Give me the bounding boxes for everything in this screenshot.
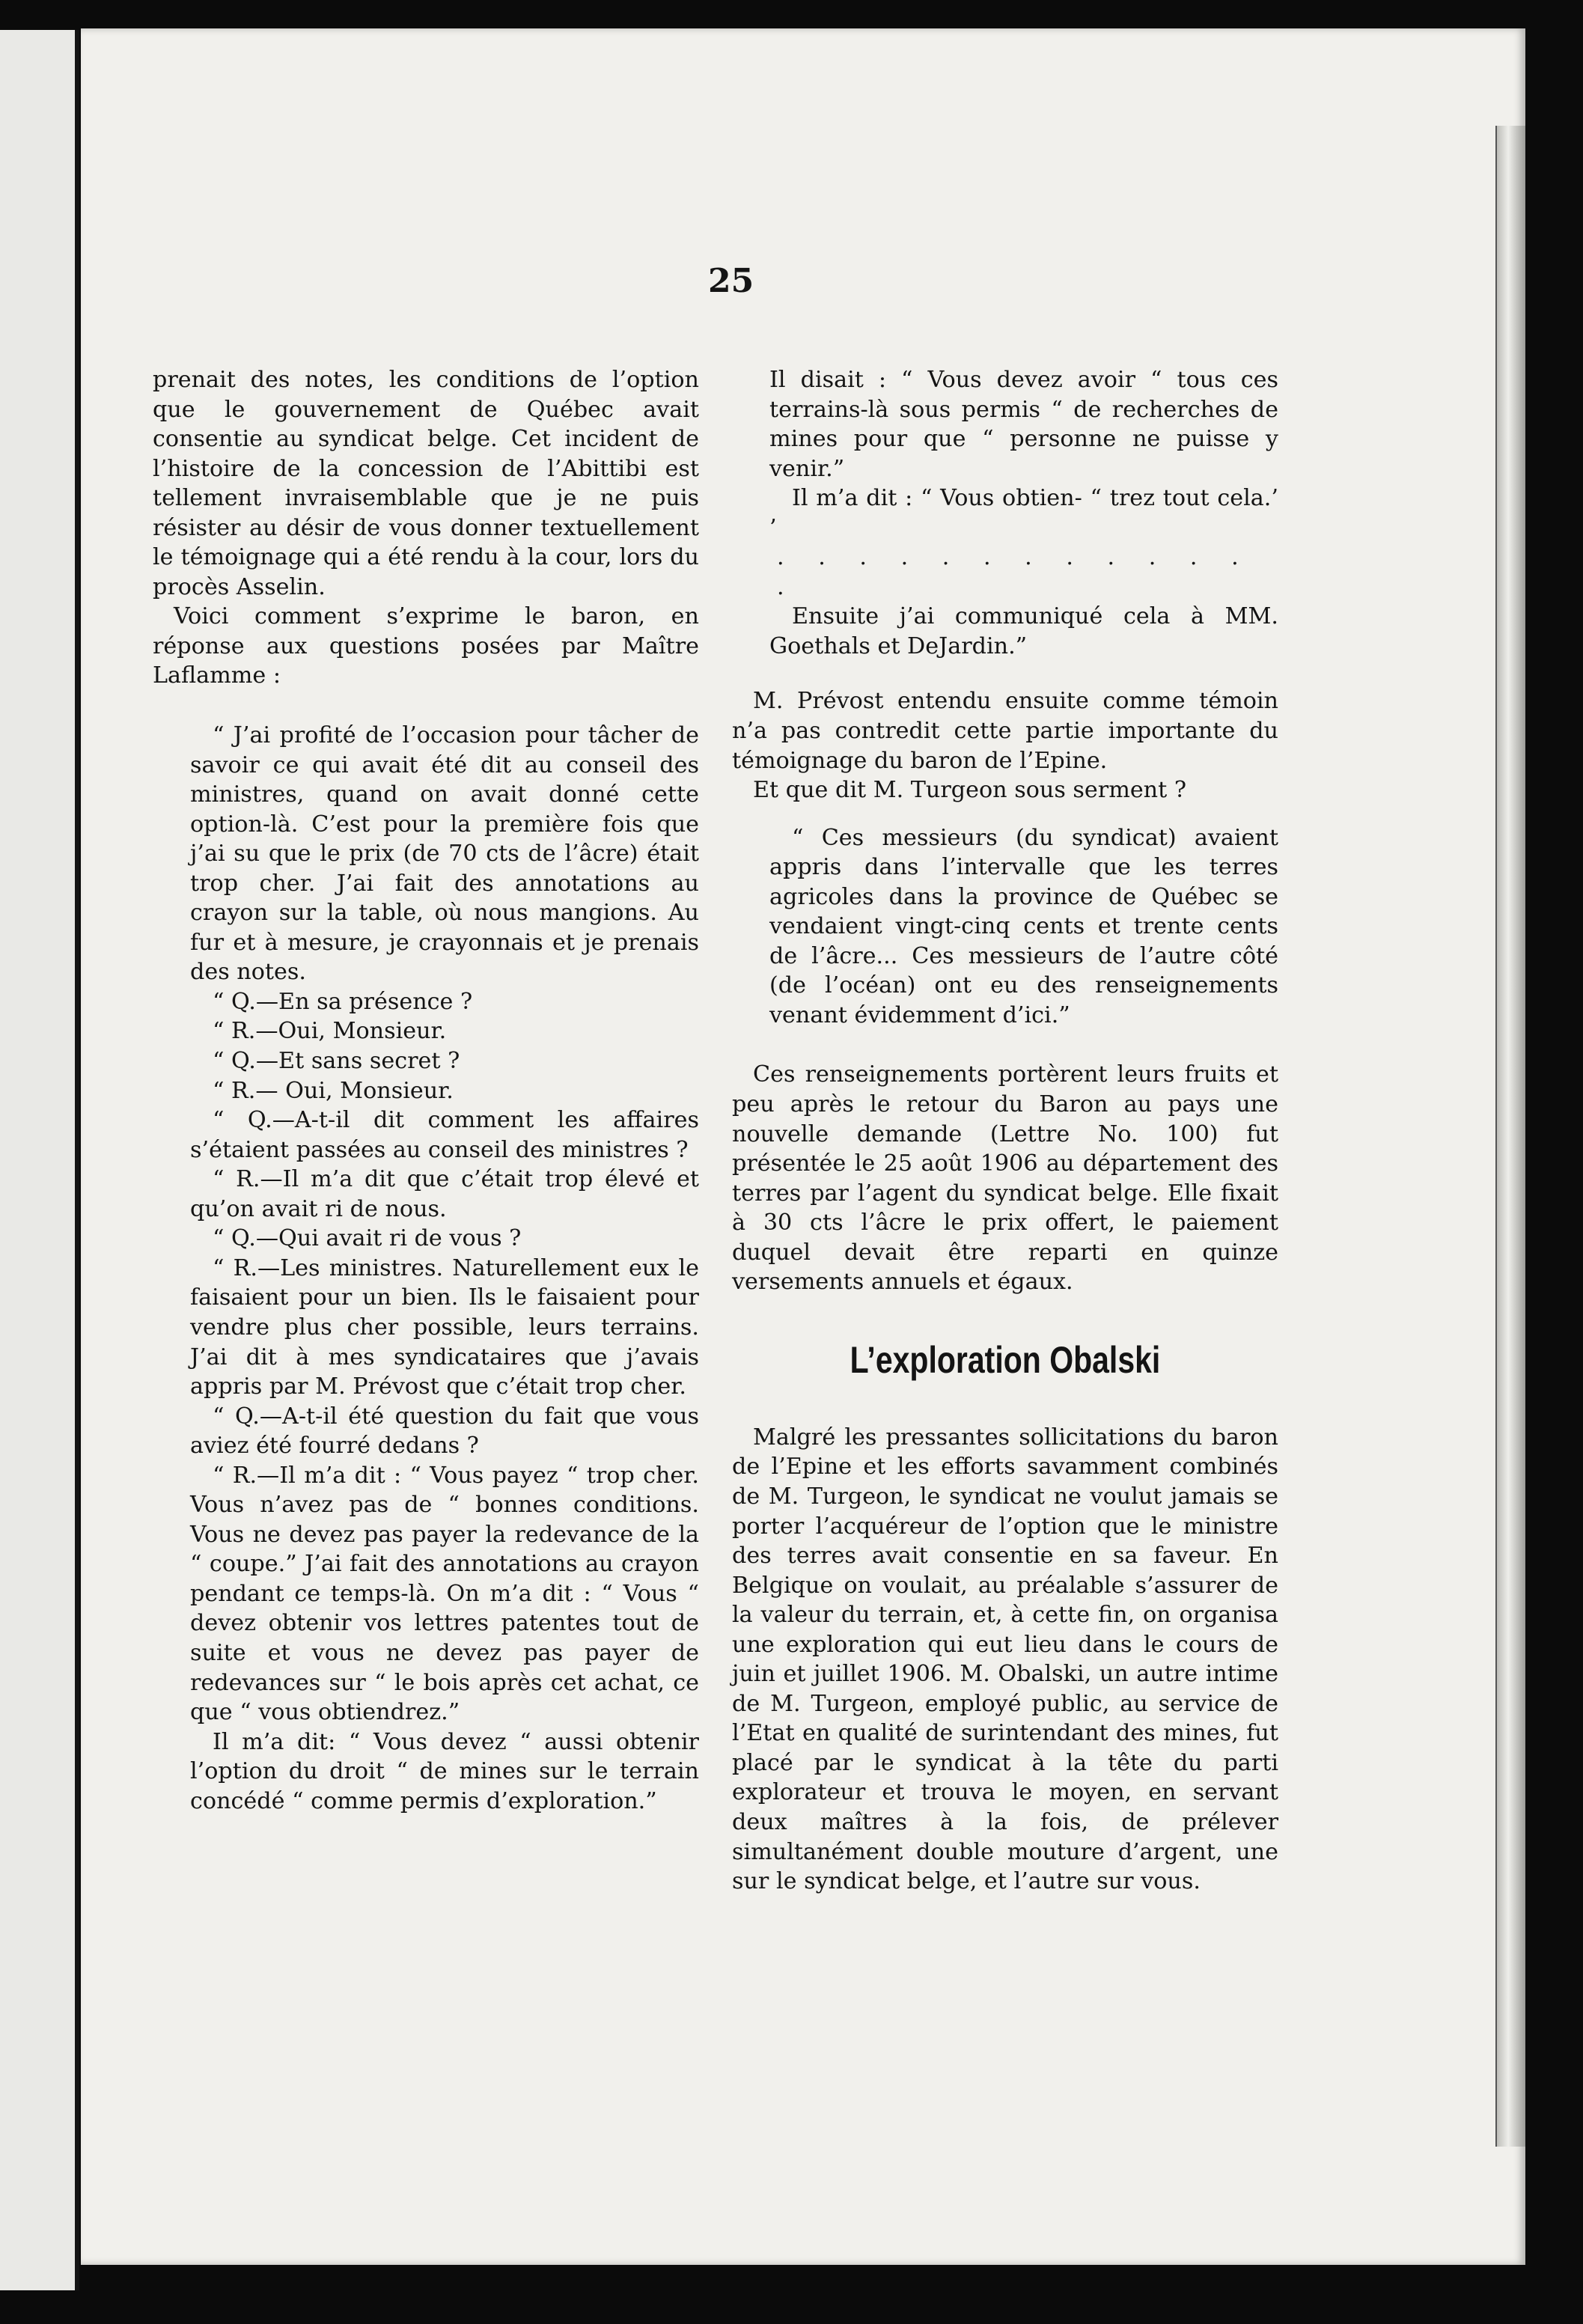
paragraph: “ Q.—A-t-il été question du fait que vous aviez été fourré dedans ? [190, 1403, 699, 1460]
paragraph: “ R.—Il m’a dit que c’était trop élevé et qu’on avait ri de nous. [190, 1166, 699, 1222]
page-binding-edge [1495, 126, 1525, 2147]
paragraph: Voici comment s’exprime le baron, en réponse aux questions posées par Maître Laflamme : [153, 603, 699, 689]
facing-page-edge [0, 30, 79, 2290]
paragraph: “ Q.—En sa présence ? [213, 988, 473, 1015]
paragraph: “ Q.—A-t-il dit comment les affaires s’étaient passées au conseil des ministres ? [190, 1107, 699, 1163]
paragraph: “ R.— Oui, Monsieur. [213, 1077, 454, 1104]
section-heading: L’exploration Obalski [850, 1338, 1161, 1381]
paragraph: Ces renseignements portèrent leurs fruits et peu après le retour du Baron au pays une nouvelle demande (Lettre No. 100) fut présentée le 25 août 1906 au département des terres par l’agent du syndicat belge. Elle fixait à 30 cts l’âcre le prix offert, le paiement duquel devait être reparti en quinze versements annuels et égaux. [732, 1061, 1278, 1296]
paragraph: Malgré les pressantes sollicitations du baron de l’Epine et les efforts savamment combinés de M. Turgeon, le syndicat ne voulut jamais se porter l’acquéreur de l’option que le ministre des terres avait consentie en sa faveur. En Belgique on voulait, au préalable s’assurer de la valeur du terrain, et, à cette fin, on organisa une exploration qui eut lieu dans le cours de juin et juillet 1906. M. Obalski, un autre intime de M. Turgeon, employé public, au service de l’Etat en qualité de surintendant des mines, fut placé par le syndicat à la tête du parti explorateur et trouva le moyen, en servant deux maîtres à la fois, de prélever simultanément double mouture d’argent, une sur le syndicat belge, et l’autre sur vous. [732, 1424, 1278, 1895]
paragraph: Il m’a dit: “ Vous devez “ aussi obtenir l’option du droit “ de mines sur le terrain concédé “ comme permis d’exploration.” [190, 1728, 699, 1814]
paragraph: “ Ces messieurs (du syndicat) avaient appris dans l’intervalle que les terres agricoles dans la province de Québec se vendaient vingt-cinq cents et trente cents de l’âcre... Ces messieurs de l’autre côté (de l’océan) ont eu des renseignements venant évidemment d’ici.” [769, 824, 1278, 1028]
page-number: 25 [708, 262, 754, 300]
paragraph: “ R.—Oui, Monsieur. [213, 1018, 447, 1045]
paragraph: “ R.—Il m’a dit : “ Vous payez “ trop cher. Vous n’avez pas de “ bonnes conditions. Vous ne devez pas payer la redevance de la “ coupe.” J’ai fait des annotations au crayon pendant ce temps-là. On m’a dit : “ Vous “ devez obtenir vos lettres patentes tout de suite et vous ne devez pas payer de redevances sur “ le bois après cet achat, ce que “ vous obtiendrez.” [190, 1462, 699, 1726]
book-page [81, 28, 1525, 2265]
paragraph: “ Q.—Qui avait ri de vous ? [213, 1225, 522, 1252]
right-text-column [732, 365, 1278, 1897]
paragraph: M. Prévost entendu ensuite comme témoin n’a pas contredit cette partie importante du témoignage du baron de l’Epine. [732, 688, 1278, 774]
paragraph: “ R.—Les ministres. Naturellement eux le faisaient pour un bien. Ils le faisaient pour vendre plus cher possible, leurs terrains. J’ai dit à mes syndicataires que j’avais appris par M. Prévost que c’était trop cher. [190, 1254, 699, 1400]
paragraph: Et que dit M. Turgeon sous serment ? [753, 777, 1187, 804]
paragraph: “ J’ai profité de l’occasion pour tâcher de savoir ce qui avait été dit au conseil des ministres, quand on avait donné cette option-là. C’est pour la première fois que j’ai su que le prix (de 70 cts de l’âcre) était trop cher. J’ai fait des annotations au crayon sur la table, où nous mangions. Au fur et à mesure, je crayonnais et je prenais des notes. [190, 722, 699, 986]
left-text-column [153, 365, 699, 1816]
ellipsis-line: . . . . . . . . . . . . . [777, 544, 1252, 600]
paragraph: prenait des notes, les conditions de l’option que le gouvernement de Québec avait consentie au syndicat belge. Cet incident de l’histoire de la concession de l’Abittibi est tellement invraisemblable que je ne puis résister au désir de vous donner textuellement le témoignage qui a été rendu à la cour, lors du procès Asselin. [153, 367, 699, 600]
paragraph: Il disait : “ Vous devez avoir “ tous ces terrains-là sous permis “ de recherches de mines pour que “ personne ne puisse y venir.” [769, 367, 1278, 482]
paragraph: Ensuite j’ai communiqué cela à MM. Goethals et DeJardin.” [769, 603, 1278, 659]
paragraph: “ Q.—Et sans secret ? [213, 1048, 460, 1075]
paragraph: Il m’a dit : “ Vous obtien- “ trez tout cela.’ ’ [769, 485, 1278, 541]
